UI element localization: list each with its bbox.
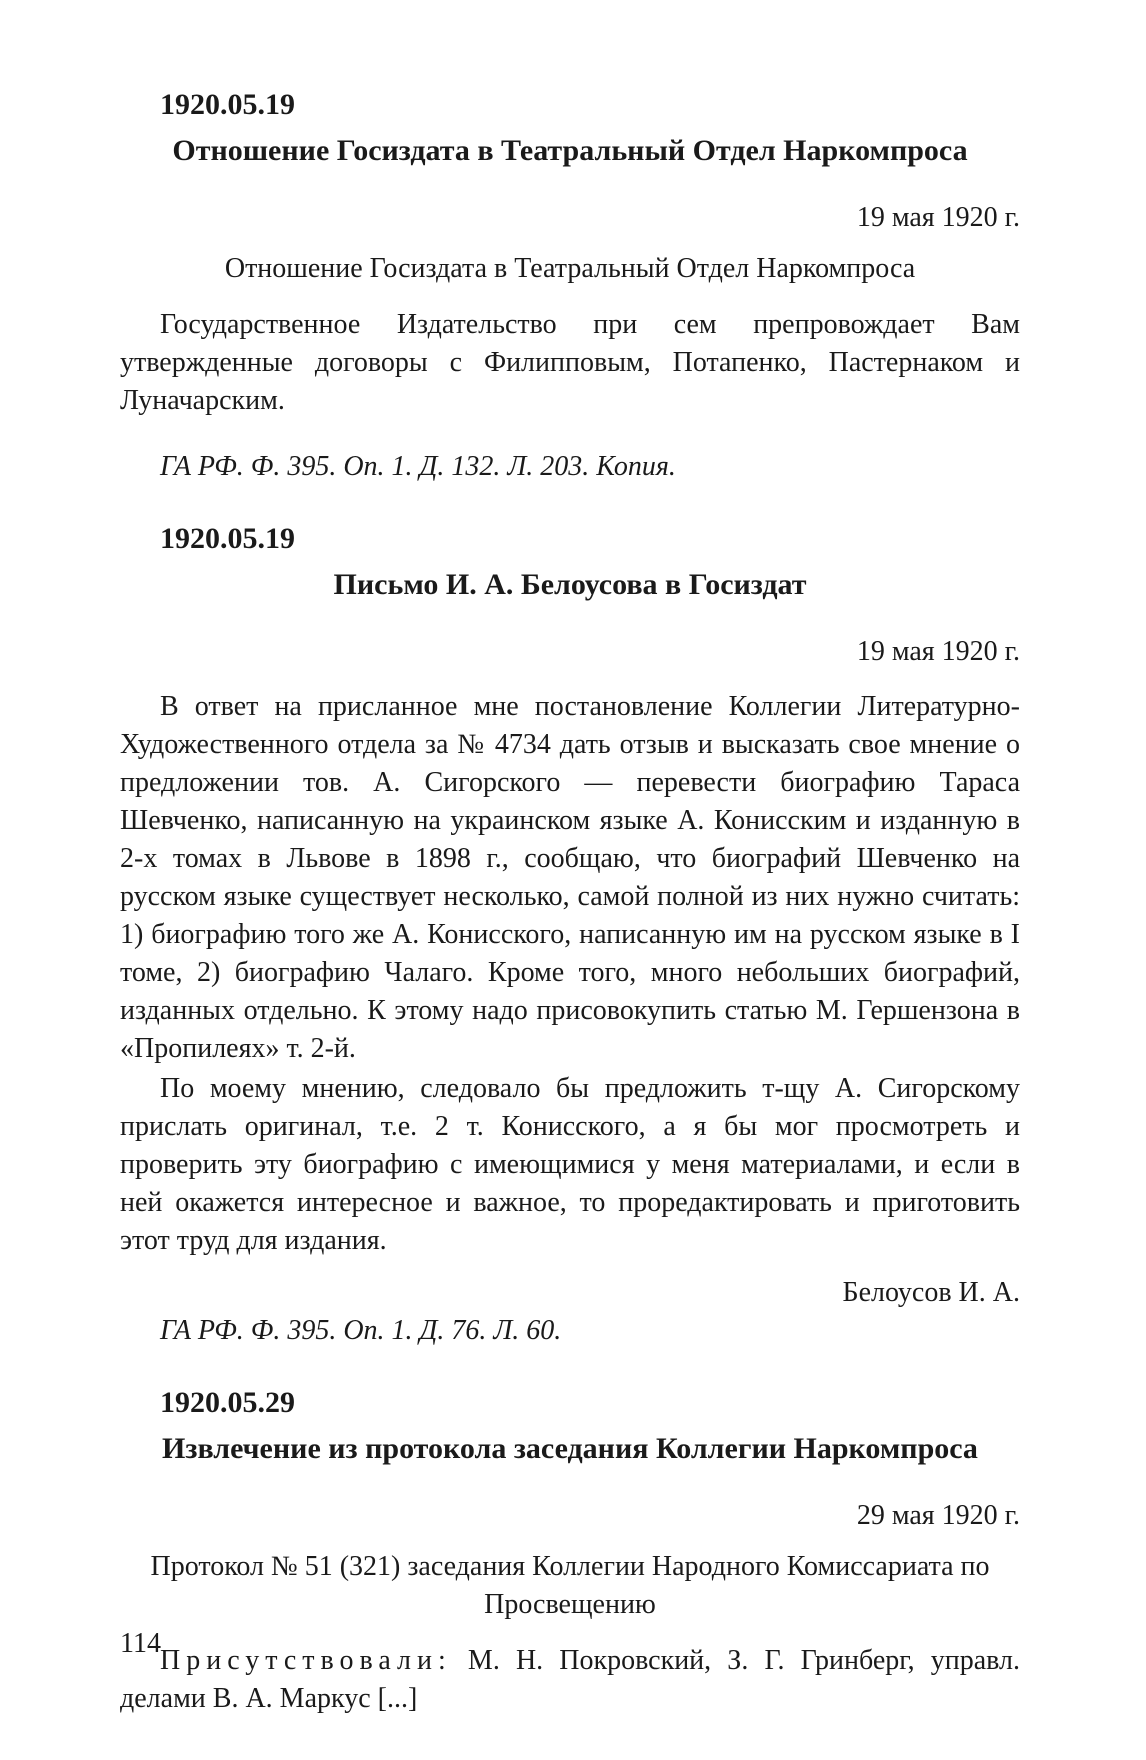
archive-source: ГА РФ. Ф. 395. Оп. 1. Д. 132. Л. 203. Копия. <box>160 451 676 482</box>
document-date: 29 мая 1920 г. <box>856 1500 1020 1531</box>
present-text: М. Н. Покровский, З. Г. Гринберг, управл. делами В. А. Маркус [...] <box>120 1645 1020 1714</box>
page-content <box>120 86 1020 1718</box>
document-1 <box>120 86 1020 486</box>
document-paragraph: Государственное Издательство при сем препровождает Вам утвержденные договоры с Филипповым, Потапенко, Пастернаком и Луначарским. <box>120 309 1020 416</box>
present-label: Присутствовали: <box>160 1645 452 1676</box>
document-heading: Отношение Госиздата в Театральный Отдел Наркомпроса <box>224 253 916 284</box>
archive-source: ГА РФ. Ф. 395. Оп. 1. Д. 76. Л. 60. <box>160 1315 562 1346</box>
document-code: 1920.05.19 <box>160 522 295 555</box>
document-date: 19 мая 1920 г. <box>856 202 1020 233</box>
document-paragraph: По моему мнению, следовало бы предложить т-щу А. Сигорскому прислать оригинал, т.е. 2 т. Конисского, а я бы мог просмотреть и проверить эту биографию с имеющимися у меня материалами, и если в ней окажется интересное и важное, то проредактировать и приготовить этот труд для издания. <box>120 1073 1020 1256</box>
document-title: Отношение Госиздата в Театральный Отдел Наркомпроса <box>172 134 968 167</box>
document-heading: Протокол № 51 (321) заседания Коллегии Народного Комиссариата по Просвещению <box>150 1551 990 1620</box>
document-title: Письмо И. А. Белоусова в Госиздат <box>333 568 807 601</box>
document-code: 1920.05.29 <box>160 1386 295 1419</box>
document-date: 19 мая 1920 г. <box>856 636 1020 667</box>
document-3 <box>120 1384 1020 1718</box>
page-number: 114 <box>120 1628 161 1659</box>
document-code: 1920.05.19 <box>160 88 295 121</box>
document-2 <box>120 520 1020 1350</box>
signature: Белоусов И. А. <box>842 1277 1020 1308</box>
document-paragraph: В ответ на присланное мне постановление Коллегии Литературно-Художественного отдела за № 4734 дать отзыв и высказать свое мнение о предложении тов. А. Сигорского — перевести биографию Тараса Шевченко, написанную на украинском языке А. Конисским и изданную в 2-х томах в Львове в 1898 г., сообщаю, что биографий Шевченко на русском языке существует несколько, самой полной из них нужно считать: 1) биографию того же А. Конисского, написанную им на русском языке в I томе, 2) биографию Чалаго. Кроме того, много небольших биографий, изданных отдельно. К этому надо присовокупить статью М. Гершензона в «Пропилеях» т. 2-й. <box>120 691 1020 1064</box>
document-paragraph <box>120 1642 1020 1718</box>
document-title: Извлечение из протокола заседания Коллегии Наркомпроса <box>162 1432 978 1465</box>
